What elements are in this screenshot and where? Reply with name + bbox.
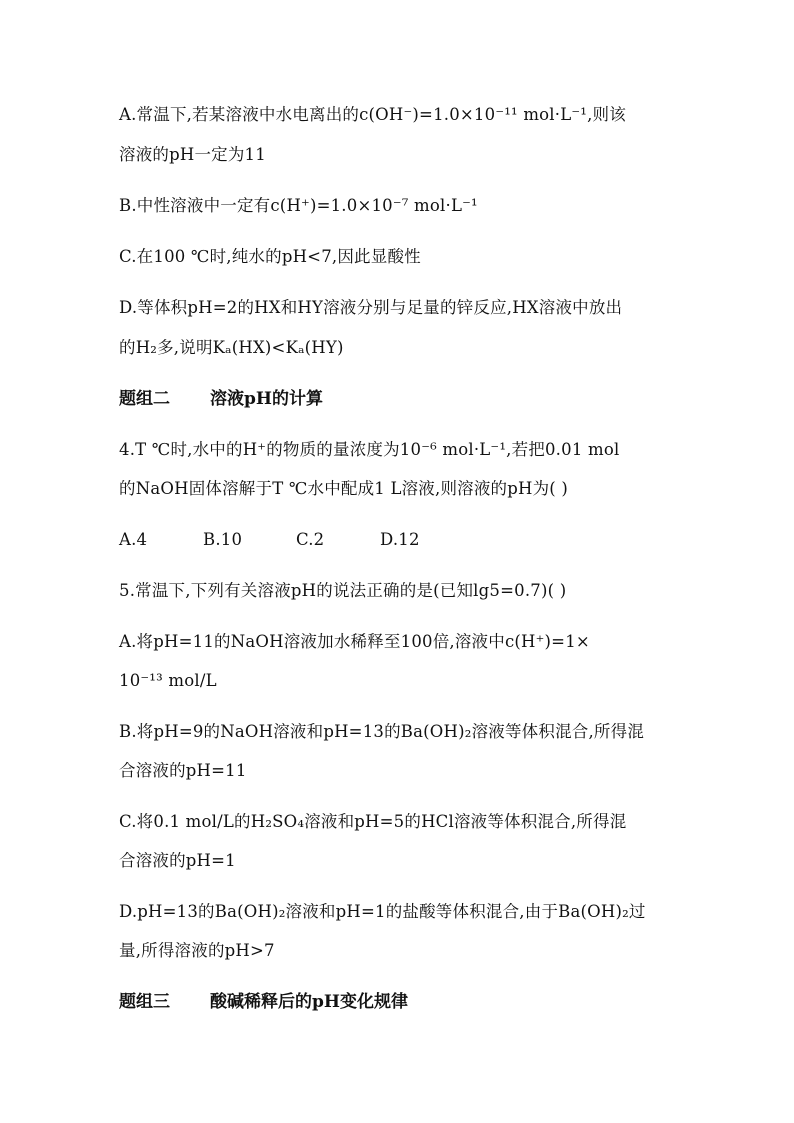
- section-heading-2: [119, 388, 323, 410]
- q4-option-a: A.4: [119, 530, 148, 549]
- q5-option-a-line1: A.将pH=11的NaOH溶液加水稀释至100倍,溶液中c(H⁺)=1×: [119, 632, 590, 651]
- section-3-title: 酸碱稀释后的pH变化规律: [210, 992, 408, 1012]
- q5-stem: 5.常温下,下列有关溶液pH的说法正确的是(已知lg5=0.7)( ): [119, 581, 567, 600]
- q3-option-d-line2: 的H₂多,说明Kₐ(HX)<Kₐ(HY): [119, 338, 344, 357]
- q5-option-b-line1: B.将pH=9的NaOH溶液和pH=13的Ba(OH)₂溶液等体积混合,所得混: [119, 722, 645, 741]
- q4-stem-line1: 4.T ℃时,水中的H⁺的物质的量浓度为10⁻⁶ mol·L⁻¹,若把0.01 mol: [119, 440, 620, 459]
- q5-option-c-line2: 合溶液的pH=1: [119, 851, 236, 870]
- q4-stem-line2: 的NaOH固体溶解于T ℃水中配成1 L溶液,则溶液的pH为( ): [119, 479, 569, 498]
- q4-option-b: B.10: [203, 530, 243, 549]
- section-heading-3: [119, 991, 408, 1013]
- section-3-label: 题组三: [119, 992, 170, 1012]
- q5-option-c-line1: C.将0.1 mol/L的H₂SO₄溶液和pH=5的HCl溶液等体积混合,所得混: [119, 812, 627, 831]
- q4-option-c: C.2: [296, 530, 325, 549]
- q3-option-a-line2: 溶液的pH一定为11: [119, 145, 266, 164]
- q4-option-d: D.12: [380, 530, 420, 549]
- q3-option-b: B.中性溶液中一定有c(H⁺)=1.0×10⁻⁷ mol·L⁻¹: [119, 196, 478, 215]
- q5-option-d-line2: 量,所得溶液的pH>7: [119, 941, 275, 960]
- section-2-label: 题组二: [119, 389, 170, 409]
- q3-option-c: C.在100 ℃时,纯水的pH<7,因此显酸性: [119, 247, 421, 266]
- q5-option-d-line1: D.pH=13的Ba(OH)₂溶液和pH=1的盐酸等体积混合,由于Ba(OH)₂过: [119, 902, 646, 921]
- q4-options: [119, 529, 420, 551]
- q3-option-a-line1: A.常温下,若某溶液中水电离出的c(OH⁻)=1.0×10⁻¹¹ mol·L⁻¹,则该: [119, 105, 626, 124]
- section-2-title: 溶液pH的计算: [210, 389, 323, 409]
- q5-option-a-line2: 10⁻¹³ mol/L: [119, 671, 217, 690]
- q3-option-d-line1: D.等体积pH=2的HX和HY溶液分别与足量的锌反应,HX溶液中放出: [119, 298, 623, 317]
- q5-option-b-line2: 合溶液的pH=11: [119, 761, 247, 780]
